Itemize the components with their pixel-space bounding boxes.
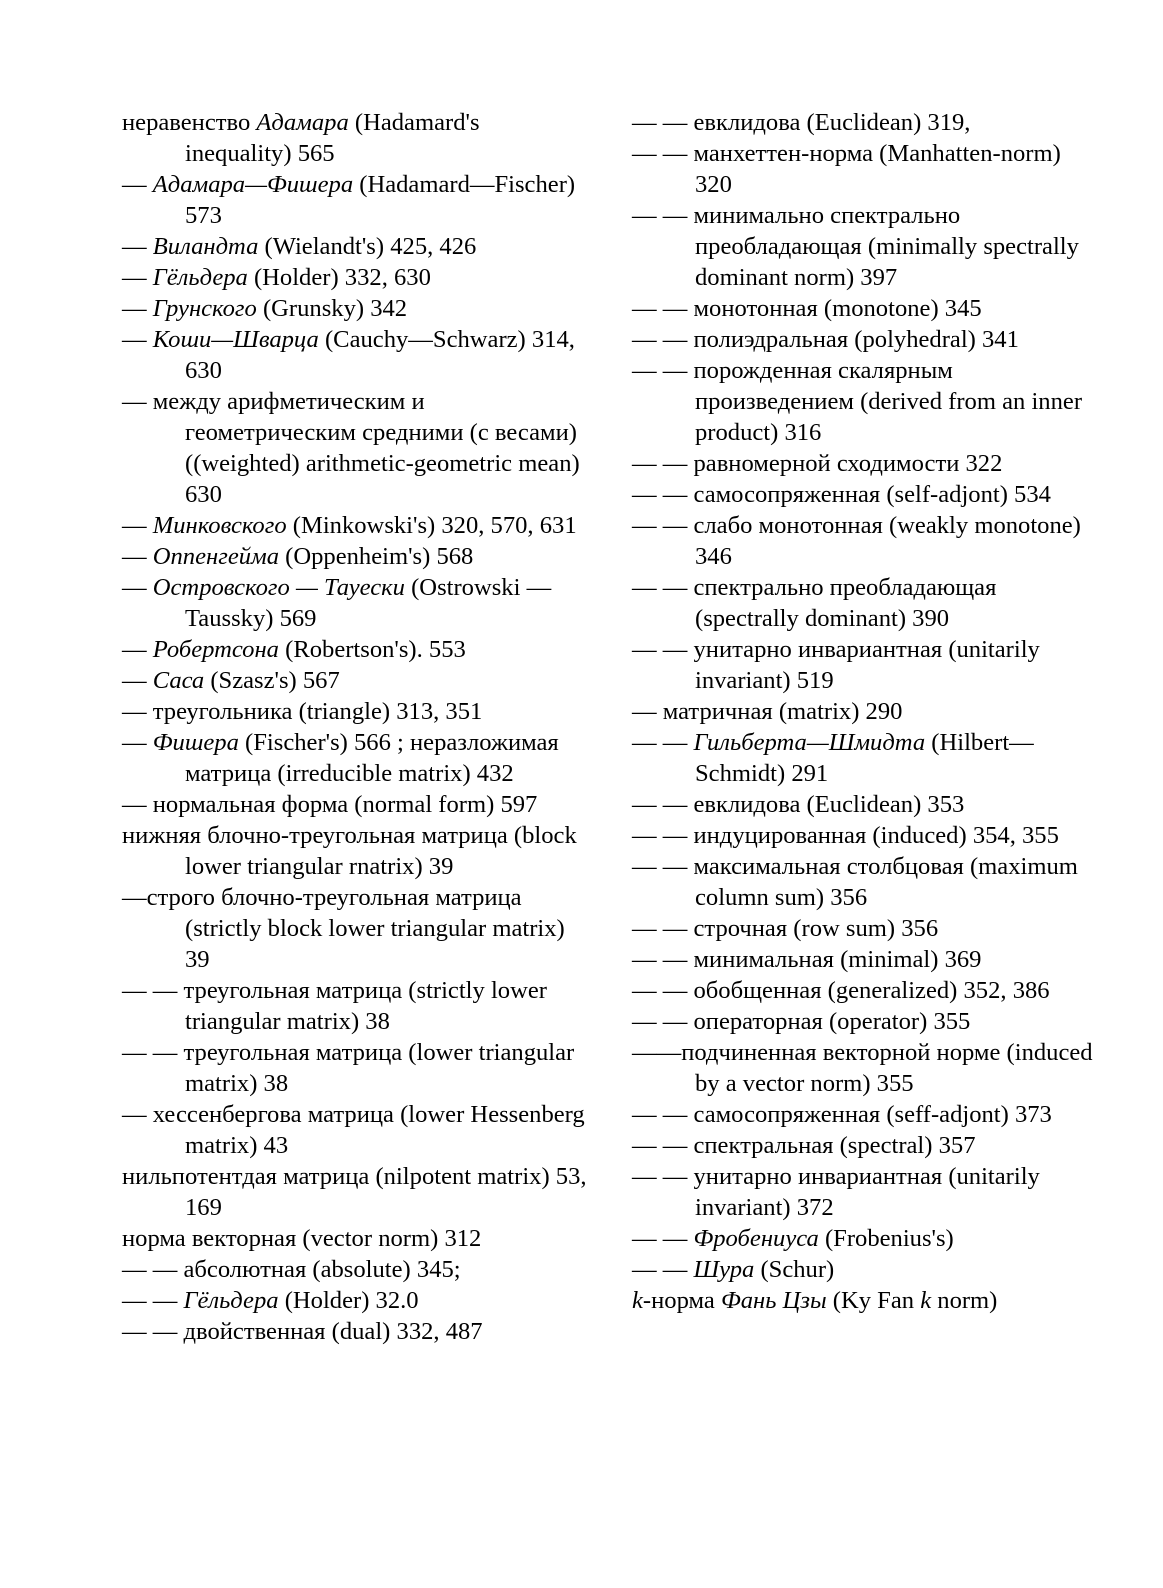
index-entry: [632, 944, 1102, 975]
index-entry: [632, 1254, 1102, 1285]
index-entry: [122, 169, 587, 231]
index-entry-text: (Hilbert— Schmidt) 291: [695, 729, 1034, 787]
index-entry: [122, 1285, 587, 1316]
index-entry-text: — треугольника (triangle) 313, 351: [122, 698, 483, 725]
index-entry: [122, 696, 587, 727]
index-entry: [122, 324, 587, 386]
index-entry-text: — —: [632, 1256, 694, 1283]
index-column-right: [632, 107, 1102, 1316]
index-entry-text: — — операторная (operator) 355: [632, 1008, 971, 1035]
index-entry: [632, 107, 1102, 138]
index-entry-text: — — порожденная скалярным произведением (derived from an inner product) 316: [632, 357, 1083, 446]
index-entry-text: (Oppenheim's) 568: [279, 543, 474, 570]
index-entry: [122, 789, 587, 820]
index-entry-text: —строго блочно-треугольная матрица (strictly block lower triangular matrix) 39: [122, 884, 565, 973]
index-entry: [122, 572, 587, 634]
index-entry-text: — —: [632, 729, 694, 756]
index-entry-text: (Holder) 332, 630: [247, 264, 431, 291]
index-entry-text: —: [122, 512, 153, 539]
index-entry: [122, 665, 587, 696]
index-entry-text: — — минимальная (minimal) 369: [632, 946, 982, 973]
index-entry-text: — — спектрально преобладающая (spectrally dominant) 390: [632, 574, 997, 632]
index-entry-italic-term: Саса: [152, 667, 205, 694]
index-entry: [122, 386, 587, 510]
index-entry-text: — — унитарно инвариантная (unitarily invariant) 519: [632, 636, 1040, 694]
index-entry-text: — —: [122, 1287, 184, 1314]
index-entry-italic-term: Адамара: [256, 109, 349, 136]
index-entry: [632, 1099, 1102, 1130]
index-entry-text: — — равномерной сходимости 322: [632, 450, 1003, 477]
index-entry-italic-term: Оппенгейма: [152, 543, 280, 570]
index-entry: [122, 262, 587, 293]
index-entry: [632, 1130, 1102, 1161]
index-entry-text: нильпотентдая матрица (nilpotent matrix) 53, 169: [122, 1163, 587, 1221]
index-entry-text: (Grunsky) 342: [256, 295, 408, 322]
index-entry-text: —: [122, 574, 153, 601]
index-entry-text: norm): [931, 1287, 998, 1314]
index-entry-italic-term: Виландта: [152, 233, 259, 260]
index-entry-text: (Holder) 32.0: [278, 1287, 419, 1314]
index-entry-text: (Frobenius's): [818, 1225, 954, 1252]
index-entry-text: —: [122, 543, 153, 570]
index-entry-text: — хессенбергова матрица (lower Hessenberg matrix) 43: [122, 1101, 585, 1159]
index-entry-text: (Robertson's). 553: [278, 636, 466, 663]
index-entry: [632, 448, 1102, 479]
index-entry-italic-term: Гильберта—Шмидта: [693, 729, 926, 756]
index-entry-italic-term: Адамара—Фишера: [152, 171, 354, 198]
index-entry: [122, 634, 587, 665]
index-entry-italic-term: Грунского: [152, 295, 257, 322]
index-entry-text: — — спектральная (spectral) 357: [632, 1132, 976, 1159]
index-entry-text: — — абсолютная (absolute) 345;: [122, 1256, 461, 1283]
index-entry-italic-term: Фань Цзы: [720, 1287, 827, 1314]
index-entry: [632, 851, 1102, 913]
index-entry-text: (Ostrowski —Taussky) 569: [185, 574, 552, 632]
index-entry-text: (Wielandt's) 425, 426: [258, 233, 477, 260]
index-entry-text: — матричная (matrix) 290: [632, 698, 903, 725]
index-entry: [632, 479, 1102, 510]
index-entry-text: — — индуцированная (induced) 354, 355: [632, 822, 1059, 849]
index-entry: [632, 1223, 1102, 1254]
index-entry: [122, 1037, 587, 1099]
index-entry: [632, 727, 1102, 789]
index-entry-text: — — треугольная матрица (strictly lower triangular matrix) 38: [122, 977, 547, 1035]
index-entry: [632, 1161, 1102, 1223]
index-entry-italic-term: k: [920, 1287, 932, 1314]
index-entry-italic-term: Гёльдера: [183, 1287, 279, 1314]
index-entry-text: — — строчная (row sum) 356: [632, 915, 939, 942]
index-entry: [122, 1161, 587, 1223]
index-entry-text: — — самосопряженная (seff-adjont) 373: [632, 1101, 1052, 1128]
index-entry-text: (Minkowski's) 320, 570, 631: [286, 512, 577, 539]
index-entry-text: — — минимально спектрально преобладающая (minimally spectrally dominant norm) 397: [632, 202, 1079, 291]
index-entry: [122, 231, 587, 262]
index-entry-text: — — полиэдральная (polyhedral) 341: [632, 326, 1019, 353]
index-entry: [632, 1285, 1102, 1316]
index-entry: [122, 882, 587, 975]
index-entry: [632, 975, 1102, 1006]
index-entry: [122, 541, 587, 572]
index-entry-text: — — треугольная матрица (lower triangular matrix) 38: [122, 1039, 575, 1097]
index-entry-text: — — унитарно инвариантная (unitarily invariant) 372: [632, 1163, 1040, 1221]
index-entry: [632, 634, 1102, 696]
index-entry-italic-term: Минковского: [152, 512, 287, 539]
index-entry-text: — — евклидова (Euclidean) 319,: [632, 109, 971, 136]
index-entry-italic-term: Островского — Тауески: [152, 574, 405, 601]
index-entry: [122, 727, 587, 789]
index-entry: [632, 1006, 1102, 1037]
index-entry-text: — — максимальная столбцовая (maximum column sum) 356: [632, 853, 1078, 911]
index-entry-text: -норма: [642, 1287, 721, 1314]
index-entry-text: — нормальная форма (normal form) 597: [122, 791, 538, 818]
index-entry: [122, 1223, 587, 1254]
index-entry-text: — — обобщенная (generalized) 352, 386: [632, 977, 1050, 1004]
index-entry-italic-term: Фробениуса: [693, 1225, 819, 1252]
index-entry: [632, 355, 1102, 448]
index-entry: [122, 1316, 587, 1347]
index-entry-italic-term: Гёльдера: [152, 264, 248, 291]
index-entry-text: норма векторная (vector norm) 312: [122, 1225, 482, 1252]
index-entry-italic-term: Коши—Шварца: [152, 326, 319, 353]
index-entry: [122, 1254, 587, 1285]
index-entry-text: (Cauchy—Schwarz) 314, 630: [185, 326, 575, 384]
index-entry-text: —: [122, 729, 153, 756]
index-entry-text: нижняя блочно-треугольная матрица (block lower triangular rnatrix) 39: [122, 822, 577, 880]
index-entry-text: — — слабо монотонная (weakly monotone) 346: [632, 512, 1081, 570]
index-entry-text: (Schur): [754, 1256, 835, 1283]
index-entry-text: —: [122, 233, 153, 260]
index-entry-italic-term: Шура: [693, 1256, 755, 1283]
index-entry-text: — — манхеттен-норма (Manhatten-norm) 320: [632, 140, 1061, 198]
index-entry-text: (Hadamard—Fischer) 573: [185, 171, 576, 229]
index-entry: [632, 820, 1102, 851]
index-entry: [632, 200, 1102, 293]
index-entry: [122, 510, 587, 541]
index-entry-text: —: [122, 326, 153, 353]
index-entry: [632, 324, 1102, 355]
index-entry-text: — между арифметическим и геометрическим средними (с весами) ((weighted) arithmetic-geometric mean) 630: [122, 388, 580, 508]
index-entry: [632, 510, 1102, 572]
index-entry-text: — — двойственная (dual) 332, 487: [122, 1318, 483, 1345]
index-entry-text: —: [122, 295, 153, 322]
index-entry-italic-term: k: [632, 1287, 643, 1314]
index-entry: [632, 696, 1102, 727]
index-entry: [632, 293, 1102, 324]
index-entry: [122, 107, 587, 169]
index-entry: [122, 975, 587, 1037]
index-entry-text: —: [122, 171, 153, 198]
index-entry-text: —: [122, 264, 153, 291]
index-entry-text: — — самосопряженная (self-adjont) 534: [632, 481, 1051, 508]
index-entry-text: —: [122, 636, 153, 663]
index-entry-text: (Fischer's) 566 ; неразложимая матрица (irreducible matrix) 432: [185, 729, 559, 787]
index-entry-text: (Szasz's) 567: [204, 667, 340, 694]
index-entry-italic-term: Робертсона: [152, 636, 279, 663]
index-entry: [632, 138, 1102, 200]
index-entry-text: — — евклидова (Euclidean) 353: [632, 791, 965, 818]
index-entry-text: — — монотонная (monotone) 345: [632, 295, 982, 322]
index-entry-text: неравенство: [122, 109, 257, 136]
index-entry-text: —: [122, 667, 153, 694]
index-entry: [632, 1037, 1102, 1099]
index-entry: [122, 820, 587, 882]
index-entry-text: ——подчиненная векторной норме (induced by a vector norm) 355: [632, 1039, 1093, 1097]
index-entry: [632, 572, 1102, 634]
index-entry-text: (Hadamard's inequality) 565: [185, 109, 480, 167]
index-column-left: [122, 107, 587, 1347]
index-entry: [122, 293, 587, 324]
index-entry-text: (Ky Fan: [826, 1287, 921, 1314]
index-entry: [632, 789, 1102, 820]
index-entry: [122, 1099, 587, 1161]
index-entry-italic-term: Фишера: [152, 729, 239, 756]
index-entry-text: — —: [632, 1225, 694, 1252]
index-entry: [632, 913, 1102, 944]
